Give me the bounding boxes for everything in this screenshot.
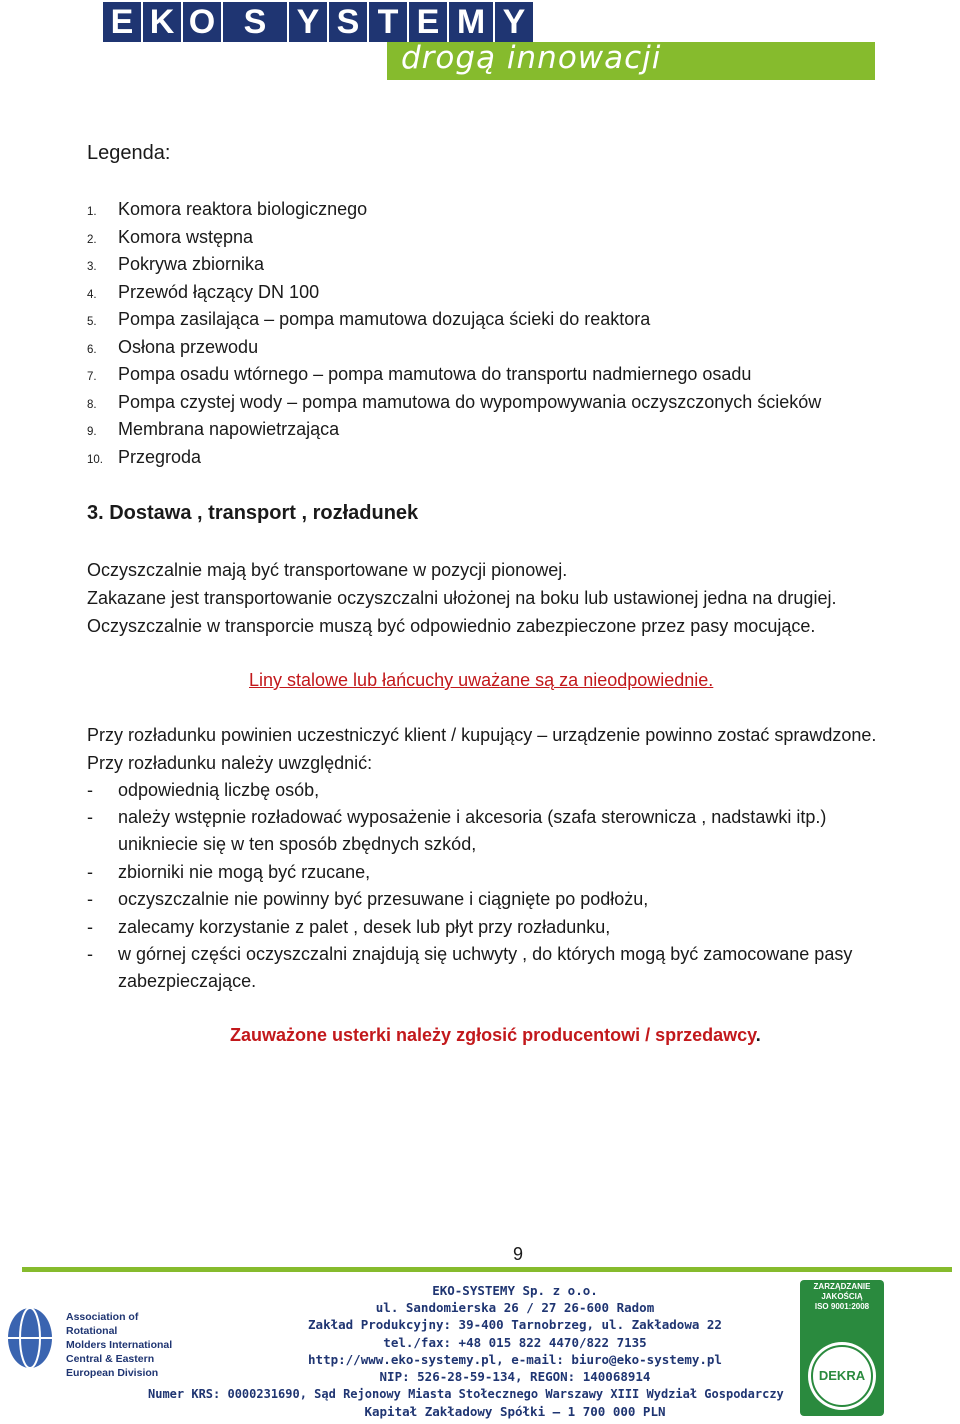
legend-item: [87, 336, 258, 361]
legend-item-number: 2.: [87, 234, 97, 246]
legend-item-number: 3.: [87, 261, 97, 273]
final-notice-period: .: [755, 1025, 761, 1045]
logo-letter: O: [183, 2, 221, 42]
footer-plant: Zakład Produkcyjny: 39-400 Tarnobrzeg, ul. Zakładowa 22: [308, 1317, 722, 1332]
bullet-text: oczyszczalnie nie powinny być przesuwane i ciągnięte po podłożu,: [118, 889, 649, 909]
legend-item-label: Pokrywa zbiornika: [118, 254, 265, 274]
legend-item-number: 10.: [87, 454, 103, 466]
bullet-dash: -: [87, 862, 93, 882]
logo-letter: Y: [289, 2, 327, 42]
logo-letter: E: [103, 2, 141, 42]
legend-item: [87, 226, 253, 251]
footer-krs: Numer KRS: 0000231690, Sąd Rejonowy Miasta Stołecznego Warszawy XIII Wydział Gospodarczy: [148, 1387, 784, 1401]
logo-letter: Y: [495, 2, 533, 42]
association-line: Molders International: [66, 1339, 173, 1351]
logo-letter: E: [409, 2, 447, 42]
legend-item-number: 9.: [87, 426, 97, 438]
section-heading: 3. Dostawa , transport , rozładunek: [87, 502, 419, 524]
legend-item: [87, 308, 650, 333]
bullet-continuation: zabezpieczające.: [118, 971, 257, 991]
footer-divider: [22, 1267, 952, 1272]
legend-item-label: Komora wstępna: [118, 227, 254, 247]
certification-line: JAKOŚCIĄ: [821, 1292, 863, 1301]
legend-item-number: 7.: [87, 371, 97, 383]
legend-item-label: Membrana napowietrzająca: [118, 419, 340, 439]
certification-line: ISO 9001:2008: [814, 1302, 870, 1311]
legend-item-label: Komora reaktora biologicznego: [118, 199, 368, 219]
legend-item: [87, 253, 264, 278]
logo-letter: S: [223, 2, 287, 42]
bullet-item: [87, 806, 826, 828]
bullet-item: [87, 916, 610, 938]
footer-nip: NIP: 526-28-59-134, REGON: 140068914: [379, 1369, 651, 1384]
legend-item: [87, 198, 367, 223]
paragraph: Oczyszczalnie mają być transportowane w pozycji pionowej.: [87, 560, 568, 580]
logo-tagline: drogą innowacji: [401, 40, 662, 76]
legend-item-label: Pompa osadu wtórnego – pompa mamutowa do transportu nadmiernego osadu: [118, 364, 752, 384]
bullet-text: zalecamy korzystanie z palet , desek lub płyt przy rozładunku,: [118, 917, 611, 937]
footer-address: ul. Sandomierska 26 / 27 26-600 Radom: [375, 1300, 655, 1315]
bullet-item: [87, 943, 852, 965]
globe-icon: [6, 1304, 60, 1370]
legend-item-number: 8.: [87, 399, 97, 411]
page-number: 9: [512, 1244, 523, 1264]
footer-company: EKO-SYSTEMY Sp. z o.o.: [432, 1283, 598, 1298]
legend-item-label: Przegroda: [118, 447, 202, 467]
bullet-item: [87, 888, 648, 910]
bullet-dash: -: [87, 917, 93, 937]
certification-line: ZARZĄDZANIE: [813, 1282, 871, 1291]
logo-letter: S: [329, 2, 367, 42]
bullet-dash: -: [87, 780, 93, 800]
paragraph: Zakazane jest transportowanie oczyszczalni ułożonej na boku lub ustawionej jedna na drugiej.: [87, 588, 837, 608]
legend-item: [87, 391, 821, 416]
footer-phone: tel./fax: +48 015 822 4470/822 7135: [383, 1335, 647, 1350]
bullet-item: [87, 779, 319, 801]
legend-item: [87, 446, 201, 471]
legend-item-label: Pompa zasilająca – pompa mamutowa dozująca ścieki do reaktora: [118, 309, 651, 329]
final-notice-text: Zauważone usterki należy zgłosić producentowi / sprzedawcy: [230, 1025, 756, 1045]
warning-text: Liny stalowe lub łańcuchy uważane są za nieodpowiednie.: [249, 670, 714, 690]
final-notice: [230, 1024, 761, 1046]
paragraph: Oczyszczalnie w transporcie muszą być odpowiednio zabezpieczone przez pasy mocujące.: [87, 616, 816, 636]
footer-web: http://www.eko-systemy.pl, e-mail: biuro@eko-systemy.pl: [308, 1352, 722, 1367]
association-line: European Division: [66, 1367, 159, 1379]
bullet-dash: -: [87, 889, 93, 909]
dekra-wordmark: DEKRA: [818, 1368, 866, 1383]
logo-letter: M: [449, 2, 493, 42]
legend-item: [87, 281, 319, 306]
legend-item-number: 4.: [87, 289, 97, 301]
bullet-text: należy wstępnie rozładować wyposażenie i akcesoria (szafa sterownicza , nadstawki itp.): [118, 807, 827, 827]
legend-item-number: 6.: [87, 344, 97, 356]
bullet-dash: -: [87, 944, 93, 964]
legend-item-label: Pompa czystej wody – pompa mamutowa do wypompowywania oczyszczonych ścieków: [118, 392, 822, 412]
logo-letter: K: [143, 2, 181, 42]
legend-item-number: 5.: [87, 316, 97, 328]
certification-text: [804, 1282, 880, 1312]
footer-capital: Kapitał Zakładowy Spółki – 1 700 000 PLN: [364, 1404, 666, 1419]
legend-item-label: Osłona przewodu: [118, 337, 259, 357]
legend-item-number: 1.: [87, 206, 97, 218]
legend-item: [87, 363, 751, 388]
association-line: Central & Eastern: [66, 1353, 155, 1365]
legend-item-label: Przewód łączący DN 100: [118, 282, 320, 302]
paragraph: Przy rozładunku powinien uczestniczyć klient / kupujący – urządzenie powinno zostać sprawdzone.: [87, 725, 877, 745]
legend-title: Legenda:: [87, 142, 171, 164]
association-line: Association of Rotational: [66, 1311, 139, 1337]
bullet-text: w górnej części oczyszczalni znajdują się uchwyty , do których mogą być zamocowane pasy: [118, 944, 853, 964]
bullet-dash: -: [87, 807, 93, 827]
paragraph: Przy rozładunku należy uwzględnić:: [87, 753, 373, 773]
bullet-text: zbiorniki nie mogą być rzucane,: [118, 862, 371, 882]
bullet-item: [87, 861, 370, 883]
logo-wordmark: [103, 2, 533, 42]
bullet-text: odpowiednią liczbę osób,: [118, 780, 320, 800]
company-logo: [103, 0, 875, 82]
bullet-continuation: unikniecie się w ten sposób zbędnych szkód,: [118, 834, 477, 854]
legend-item: [87, 418, 339, 443]
logo-letter: T: [369, 2, 407, 42]
certification-badge: [800, 1280, 884, 1416]
